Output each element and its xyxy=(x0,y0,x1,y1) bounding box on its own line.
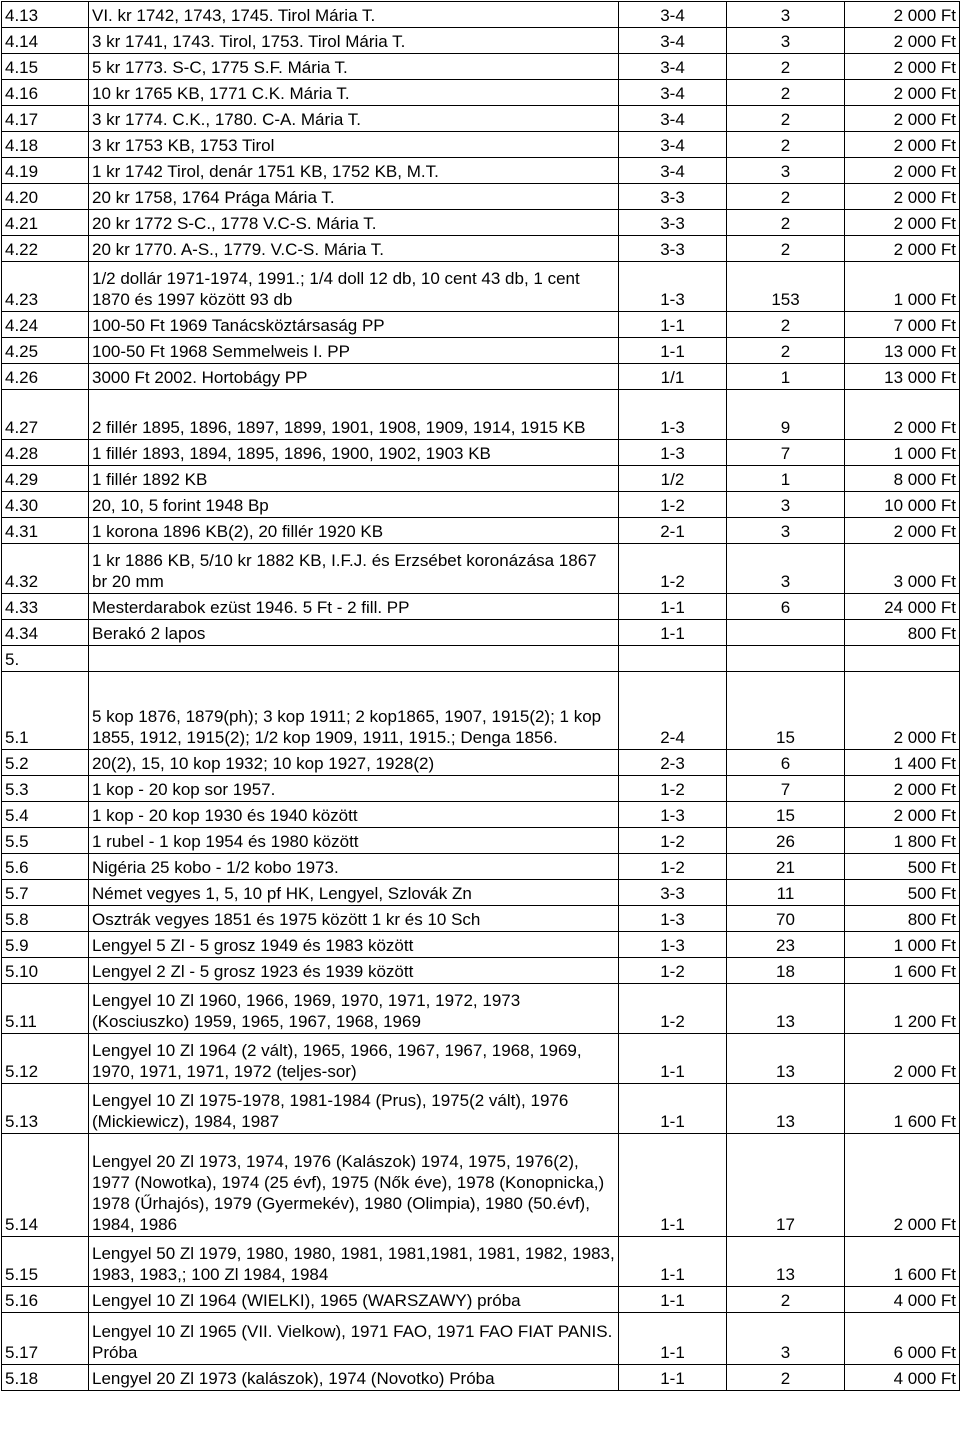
lot-price: 2 000 Ft xyxy=(845,802,960,828)
lot-price: 2 000 Ft xyxy=(845,132,960,158)
lot-quantity: 2 xyxy=(727,132,845,158)
lot-description: Osztrák vegyes 1851 és 1975 között 1 kr és 10 Sch xyxy=(89,906,619,932)
lot-number: 4.25 xyxy=(2,338,89,364)
lot-price: 2 000 Ft xyxy=(845,106,960,132)
lot-price: 3 000 Ft xyxy=(845,544,960,594)
lot-price: 7 000 Ft xyxy=(845,312,960,338)
lot-price: 4 000 Ft xyxy=(845,1365,960,1391)
lot-price: 1 400 Ft xyxy=(845,750,960,776)
lot-description: 1 kop - 20 kop 1930 és 1940 között xyxy=(89,802,619,828)
lot-number: 5.9 xyxy=(2,932,89,958)
lot-quantity: 1 xyxy=(727,466,845,492)
lot-number: 4.33 xyxy=(2,594,89,620)
lot-quantity: 6 xyxy=(727,750,845,776)
lot-quantity: 2 xyxy=(727,236,845,262)
lot-price xyxy=(845,646,960,672)
lot-quantity: 9 xyxy=(727,390,845,440)
lot-quantity: 17 xyxy=(727,1134,845,1237)
lot-quantity: 15 xyxy=(727,672,845,750)
lot-grade: 3-4 xyxy=(619,106,727,132)
lot-grade: 1-1 xyxy=(619,620,727,646)
lot-description: Lengyel 10 Zl 1965 (VII. Vielkow), 1971 FAO, 1971 FAO FIAT PANIS. Próba xyxy=(89,1313,619,1365)
lot-price: 4 000 Ft xyxy=(845,1287,960,1313)
lot-quantity: 21 xyxy=(727,854,845,880)
lot-quantity: 1 xyxy=(727,364,845,390)
lot-quantity: 11 xyxy=(727,880,845,906)
lot-description: Lengyel 20 Zl 1973 (kalászok), 1974 (Novotko) Próba xyxy=(89,1365,619,1391)
table-row xyxy=(2,132,960,158)
lot-grade: 1/2 xyxy=(619,466,727,492)
lot-quantity: 2 xyxy=(727,338,845,364)
table-row xyxy=(2,80,960,106)
lot-number: 5.11 xyxy=(2,984,89,1034)
lot-description: Lengyel 10 Zl 1975-1978, 1981-1984 (Prus), 1975(2 vált), 1976 (Mickiewicz), 1984, 1987 xyxy=(89,1084,619,1134)
lot-quantity: 18 xyxy=(727,958,845,984)
lot-number: 5. xyxy=(2,646,89,672)
table-row xyxy=(2,620,960,646)
lot-price: 1 000 Ft xyxy=(845,440,960,466)
lot-number: 4.22 xyxy=(2,236,89,262)
table-row xyxy=(2,390,960,440)
lot-description: 20 kr 1758, 1764 Prága Mária T. xyxy=(89,184,619,210)
lot-description: 10 kr 1765 KB, 1771 C.K. Mária T. xyxy=(89,80,619,106)
lot-grade: 1-3 xyxy=(619,390,727,440)
lot-description: 1 kr 1886 KB, 5/10 kr 1882 KB, I.F.J. és Erzsébet koronázása 1867 br 20 mm xyxy=(89,544,619,594)
lot-number: 4.16 xyxy=(2,80,89,106)
lot-number: 5.13 xyxy=(2,1084,89,1134)
lot-number: 5.8 xyxy=(2,906,89,932)
lot-description: 1/2 dollár 1971-1974, 1991.; 1/4 doll 12 db, 10 cent 43 db, 1 cent 1870 és 1997 között 93 db xyxy=(89,262,619,312)
lot-description: 1 kr 1742 Tirol, denár 1751 KB, 1752 KB, M.T. xyxy=(89,158,619,184)
lot-grade: 3-3 xyxy=(619,184,727,210)
table-row xyxy=(2,210,960,236)
lot-grade: 1-1 xyxy=(619,594,727,620)
lot-price: 10 000 Ft xyxy=(845,492,960,518)
lot-number: 4.14 xyxy=(2,28,89,54)
table-row xyxy=(2,1034,960,1084)
lot-description: 20(2), 15, 10 kop 1932; 10 kop 1927, 1928(2) xyxy=(89,750,619,776)
lot-quantity: 26 xyxy=(727,828,845,854)
lot-price: 2 000 Ft xyxy=(845,390,960,440)
lot-quantity: 6 xyxy=(727,594,845,620)
lot-price: 2 000 Ft xyxy=(845,1034,960,1084)
lot-price: 800 Ft xyxy=(845,906,960,932)
lot-description: Lengyel 50 Zl 1979, 1980, 1980, 1981, 1981,1981, 1981, 1982, 1983, 1983, 1983,; 100 Zl 1984, 1984 xyxy=(89,1237,619,1287)
lot-quantity: 23 xyxy=(727,932,845,958)
table-row xyxy=(2,184,960,210)
lot-number: 5.15 xyxy=(2,1237,89,1287)
table-row xyxy=(2,1134,960,1237)
lot-description: 100-50 Ft 1968 Semmelweis I. PP xyxy=(89,338,619,364)
lot-quantity: 13 xyxy=(727,984,845,1034)
lot-description: 20, 10, 5 forint 1948 Bp xyxy=(89,492,619,518)
lot-description: 100-50 Ft 1969 Tanácsköztársaság PP xyxy=(89,312,619,338)
lot-number: 4.28 xyxy=(2,440,89,466)
lot-number: 5.5 xyxy=(2,828,89,854)
lot-grade: 1-1 xyxy=(619,1365,727,1391)
lot-description: 1 kop - 20 kop sor 1957. xyxy=(89,776,619,802)
lot-grade: 1-2 xyxy=(619,828,727,854)
table-row xyxy=(2,802,960,828)
lot-grade: 3-4 xyxy=(619,80,727,106)
table-row xyxy=(2,880,960,906)
table-row xyxy=(2,984,960,1034)
lot-grade: 1-1 xyxy=(619,1287,727,1313)
lot-number: 5.1 xyxy=(2,672,89,750)
lot-price: 500 Ft xyxy=(845,854,960,880)
lot-quantity: 3 xyxy=(727,158,845,184)
lot-description: 1 fillér 1893, 1894, 1895, 1896, 1900, 1902, 1903 KB xyxy=(89,440,619,466)
lot-grade: 1-3 xyxy=(619,440,727,466)
lot-number: 4.24 xyxy=(2,312,89,338)
table-row xyxy=(2,364,960,390)
lot-grade: 3-3 xyxy=(619,236,727,262)
lot-grade: 1-2 xyxy=(619,544,727,594)
lot-number: 5.6 xyxy=(2,854,89,880)
lot-price: 2 000 Ft xyxy=(845,54,960,80)
lot-number: 4.29 xyxy=(2,466,89,492)
lot-quantity: 13 xyxy=(727,1034,845,1084)
lot-price: 1 600 Ft xyxy=(845,958,960,984)
lot-number: 4.23 xyxy=(2,262,89,312)
lot-number: 5.7 xyxy=(2,880,89,906)
lot-quantity: 13 xyxy=(727,1237,845,1287)
lot-grade: 1-2 xyxy=(619,854,727,880)
lot-price: 2 000 Ft xyxy=(845,776,960,802)
table-row xyxy=(2,906,960,932)
lot-quantity: 13 xyxy=(727,1084,845,1134)
lot-price: 1 000 Ft xyxy=(845,262,960,312)
table-row xyxy=(2,518,960,544)
lot-quantity xyxy=(727,620,845,646)
lot-quantity: 2 xyxy=(727,1287,845,1313)
lot-number: 5.17 xyxy=(2,1313,89,1365)
lot-description: 2 fillér 1895, 1896, 1897, 1899, 1901, 1908, 1909, 1914, 1915 KB xyxy=(89,390,619,440)
lot-description: 20 kr 1772 S-C., 1778 V.C-S. Mária T. xyxy=(89,210,619,236)
lot-price: 800 Ft xyxy=(845,620,960,646)
lot-description: 3000 Ft 2002. Hortobágy PP xyxy=(89,364,619,390)
lot-description: Német vegyes 1, 5, 10 pf HK, Lengyel, Szlovák Zn xyxy=(89,880,619,906)
lot-description: 1 rubel - 1 kop 1954 és 1980 között xyxy=(89,828,619,854)
table-row xyxy=(2,492,960,518)
lot-price: 2 000 Ft xyxy=(845,28,960,54)
lot-price: 2 000 Ft xyxy=(845,80,960,106)
lot-grade: 2-1 xyxy=(619,518,727,544)
lot-grade: 1/1 xyxy=(619,364,727,390)
lot-grade: 1-2 xyxy=(619,776,727,802)
lot-grade: 1-1 xyxy=(619,1313,727,1365)
lot-grade: 1-1 xyxy=(619,338,727,364)
lot-price: 8 000 Ft xyxy=(845,466,960,492)
table-row xyxy=(2,262,960,312)
lot-description: 3 kr 1774. C.K., 1780. C-A. Mária T. xyxy=(89,106,619,132)
lot-description: Nigéria 25 kobo - 1/2 kobo 1973. xyxy=(89,854,619,880)
lot-number: 5.3 xyxy=(2,776,89,802)
table-row xyxy=(2,158,960,184)
lot-grade: 3-4 xyxy=(619,2,727,28)
lot-description: 3 kr 1753 KB, 1753 Tirol xyxy=(89,132,619,158)
lot-price: 2 000 Ft xyxy=(845,236,960,262)
lot-price: 500 Ft xyxy=(845,880,960,906)
lot-number: 4.17 xyxy=(2,106,89,132)
lot-price: 2 000 Ft xyxy=(845,672,960,750)
lot-grade: 1-1 xyxy=(619,312,727,338)
lot-grade: 1-3 xyxy=(619,262,727,312)
lot-price: 1 600 Ft xyxy=(845,1237,960,1287)
lot-grade: 1-1 xyxy=(619,1237,727,1287)
lot-grade: 3-3 xyxy=(619,210,727,236)
table-row xyxy=(2,544,960,594)
table-row xyxy=(2,236,960,262)
lot-number: 4.15 xyxy=(2,54,89,80)
lot-description xyxy=(89,646,619,672)
lot-price: 1 200 Ft xyxy=(845,984,960,1034)
lot-description: VI. kr 1742, 1743, 1745. Tirol Mária T. xyxy=(89,2,619,28)
lot-number: 4.13 xyxy=(2,2,89,28)
lot-quantity: 2 xyxy=(727,54,845,80)
table-row xyxy=(2,932,960,958)
table-row xyxy=(2,54,960,80)
table-row xyxy=(2,1313,960,1365)
table-row xyxy=(2,2,960,28)
lot-number: 4.32 xyxy=(2,544,89,594)
lot-quantity: 3 xyxy=(727,1313,845,1365)
lot-grade: 1-1 xyxy=(619,1084,727,1134)
lot-number: 4.26 xyxy=(2,364,89,390)
table-row xyxy=(2,28,960,54)
lot-grade xyxy=(619,646,727,672)
table-row xyxy=(2,106,960,132)
lot-quantity: 3 xyxy=(727,544,845,594)
lot-number: 4.21 xyxy=(2,210,89,236)
lot-grade: 1-3 xyxy=(619,906,727,932)
lot-price: 2 000 Ft xyxy=(845,184,960,210)
lot-quantity: 7 xyxy=(727,440,845,466)
lot-quantity: 2 xyxy=(727,184,845,210)
lot-table-body xyxy=(2,2,960,1391)
lot-quantity: 3 xyxy=(727,28,845,54)
lot-quantity: 70 xyxy=(727,906,845,932)
lot-price: 2 000 Ft xyxy=(845,210,960,236)
lot-grade: 1-3 xyxy=(619,932,727,958)
table-row xyxy=(2,312,960,338)
lot-description: 20 kr 1770. A-S., 1779. V.C-S. Mária T. xyxy=(89,236,619,262)
lot-description: Lengyel 10 Zl 1964 (WIELKI), 1965 (WARSZAWY) próba xyxy=(89,1287,619,1313)
lot-price: 13 000 Ft xyxy=(845,364,960,390)
table-row xyxy=(2,854,960,880)
lot-quantity xyxy=(727,646,845,672)
lot-quantity: 2 xyxy=(727,312,845,338)
lot-number: 5.12 xyxy=(2,1034,89,1084)
lot-number: 4.30 xyxy=(2,492,89,518)
lot-price: 2 000 Ft xyxy=(845,1134,960,1237)
lot-number: 4.27 xyxy=(2,390,89,440)
lot-grade: 3-3 xyxy=(619,880,727,906)
lot-description: 5 kop 1876, 1879(ph); 3 kop 1911; 2 kop1865, 1907, 1915(2); 1 kop 1855, 1912, 1915(2); 1/2 kop 1909, 1911, 1915.; Denga 1856. xyxy=(89,672,619,750)
lot-grade: 1-1 xyxy=(619,1134,727,1237)
lot-grade: 3-4 xyxy=(619,132,727,158)
lot-description: 3 kr 1741, 1743. Tirol, 1753. Tirol Mária T. xyxy=(89,28,619,54)
lot-quantity: 2 xyxy=(727,1365,845,1391)
lot-number: 4.19 xyxy=(2,158,89,184)
lot-number: 5.16 xyxy=(2,1287,89,1313)
lot-number: 5.18 xyxy=(2,1365,89,1391)
auction-lot-table xyxy=(1,1,960,1391)
lot-description: Lengyel 10 Zl 1964 (2 vált), 1965, 1966, 1967, 1967, 1968, 1969, 1970, 1971, 1971, 1972 (teljes-sor) xyxy=(89,1034,619,1084)
lot-quantity: 2 xyxy=(727,106,845,132)
lot-grade: 3-4 xyxy=(619,54,727,80)
lot-grade: 2-4 xyxy=(619,672,727,750)
lot-description: Lengyel 2 Zl - 5 grosz 1923 és 1939 között xyxy=(89,958,619,984)
lot-number: 4.31 xyxy=(2,518,89,544)
lot-price: 2 000 Ft xyxy=(845,158,960,184)
lot-quantity: 3 xyxy=(727,492,845,518)
lot-number: 5.2 xyxy=(2,750,89,776)
lot-quantity: 153 xyxy=(727,262,845,312)
lot-price: 2 000 Ft xyxy=(845,2,960,28)
lot-number: 4.34 xyxy=(2,620,89,646)
lot-grade: 1-3 xyxy=(619,802,727,828)
lot-price: 1 600 Ft xyxy=(845,1084,960,1134)
lot-description: Lengyel 5 Zl - 5 grosz 1949 és 1983 között xyxy=(89,932,619,958)
lot-number: 5.4 xyxy=(2,802,89,828)
lot-price: 13 000 Ft xyxy=(845,338,960,364)
lot-description: 1 fillér 1892 KB xyxy=(89,466,619,492)
table-row xyxy=(2,1084,960,1134)
lot-quantity: 7 xyxy=(727,776,845,802)
lot-quantity: 3 xyxy=(727,518,845,544)
table-row xyxy=(2,1287,960,1313)
lot-quantity: 2 xyxy=(727,210,845,236)
lot-grade: 1-2 xyxy=(619,984,727,1034)
table-row xyxy=(2,750,960,776)
lot-quantity: 3 xyxy=(727,2,845,28)
lot-number: 5.10 xyxy=(2,958,89,984)
lot-number: 4.18 xyxy=(2,132,89,158)
lot-description: 5 kr 1773. S-C, 1775 S.F. Mária T. xyxy=(89,54,619,80)
lot-grade: 1-2 xyxy=(619,958,727,984)
table-row xyxy=(2,338,960,364)
table-row xyxy=(2,440,960,466)
table-row xyxy=(2,1365,960,1391)
lot-grade: 1-2 xyxy=(619,492,727,518)
table-row xyxy=(2,828,960,854)
lot-number: 5.14 xyxy=(2,1134,89,1237)
lot-description: Mesterdarabok ezüst 1946. 5 Ft - 2 fill. PP xyxy=(89,594,619,620)
table-row xyxy=(2,958,960,984)
lot-description: 1 korona 1896 KB(2), 20 fillér 1920 KB xyxy=(89,518,619,544)
lot-price: 1 000 Ft xyxy=(845,932,960,958)
lot-price: 6 000 Ft xyxy=(845,1313,960,1365)
lot-grade: 3-4 xyxy=(619,28,727,54)
table-row xyxy=(2,776,960,802)
lot-price: 1 800 Ft xyxy=(845,828,960,854)
table-row xyxy=(2,646,960,672)
lot-price: 2 000 Ft xyxy=(845,518,960,544)
lot-description: Berakó 2 lapos xyxy=(89,620,619,646)
lot-price: 24 000 Ft xyxy=(845,594,960,620)
table-row xyxy=(2,466,960,492)
lot-grade: 3-4 xyxy=(619,158,727,184)
table-row xyxy=(2,594,960,620)
lot-description: Lengyel 20 Zl 1973, 1974, 1976 (Kalászok) 1974, 1975, 1976(2), 1977 (Nowotka), 1974 (25 évf), 1975 (Nők éve), 1978 (Konopnicka,) 1978 (Űrhajós), 1979 (Gyermekév), 1980 (Olimpia), 1980 (50.évf), 1984, 1986 xyxy=(89,1134,619,1237)
lot-description: Lengyel 10 Zl 1960, 1966, 1969, 1970, 1971, 1972, 1973 (Kosciuszko) 1959, 1965, 1967, 1968, 1969 xyxy=(89,984,619,1034)
lot-grade: 2-3 xyxy=(619,750,727,776)
table-row xyxy=(2,672,960,750)
lot-number: 4.20 xyxy=(2,184,89,210)
lot-quantity: 2 xyxy=(727,80,845,106)
table-row xyxy=(2,1237,960,1287)
lot-quantity: 15 xyxy=(727,802,845,828)
lot-grade: 1-1 xyxy=(619,1034,727,1084)
